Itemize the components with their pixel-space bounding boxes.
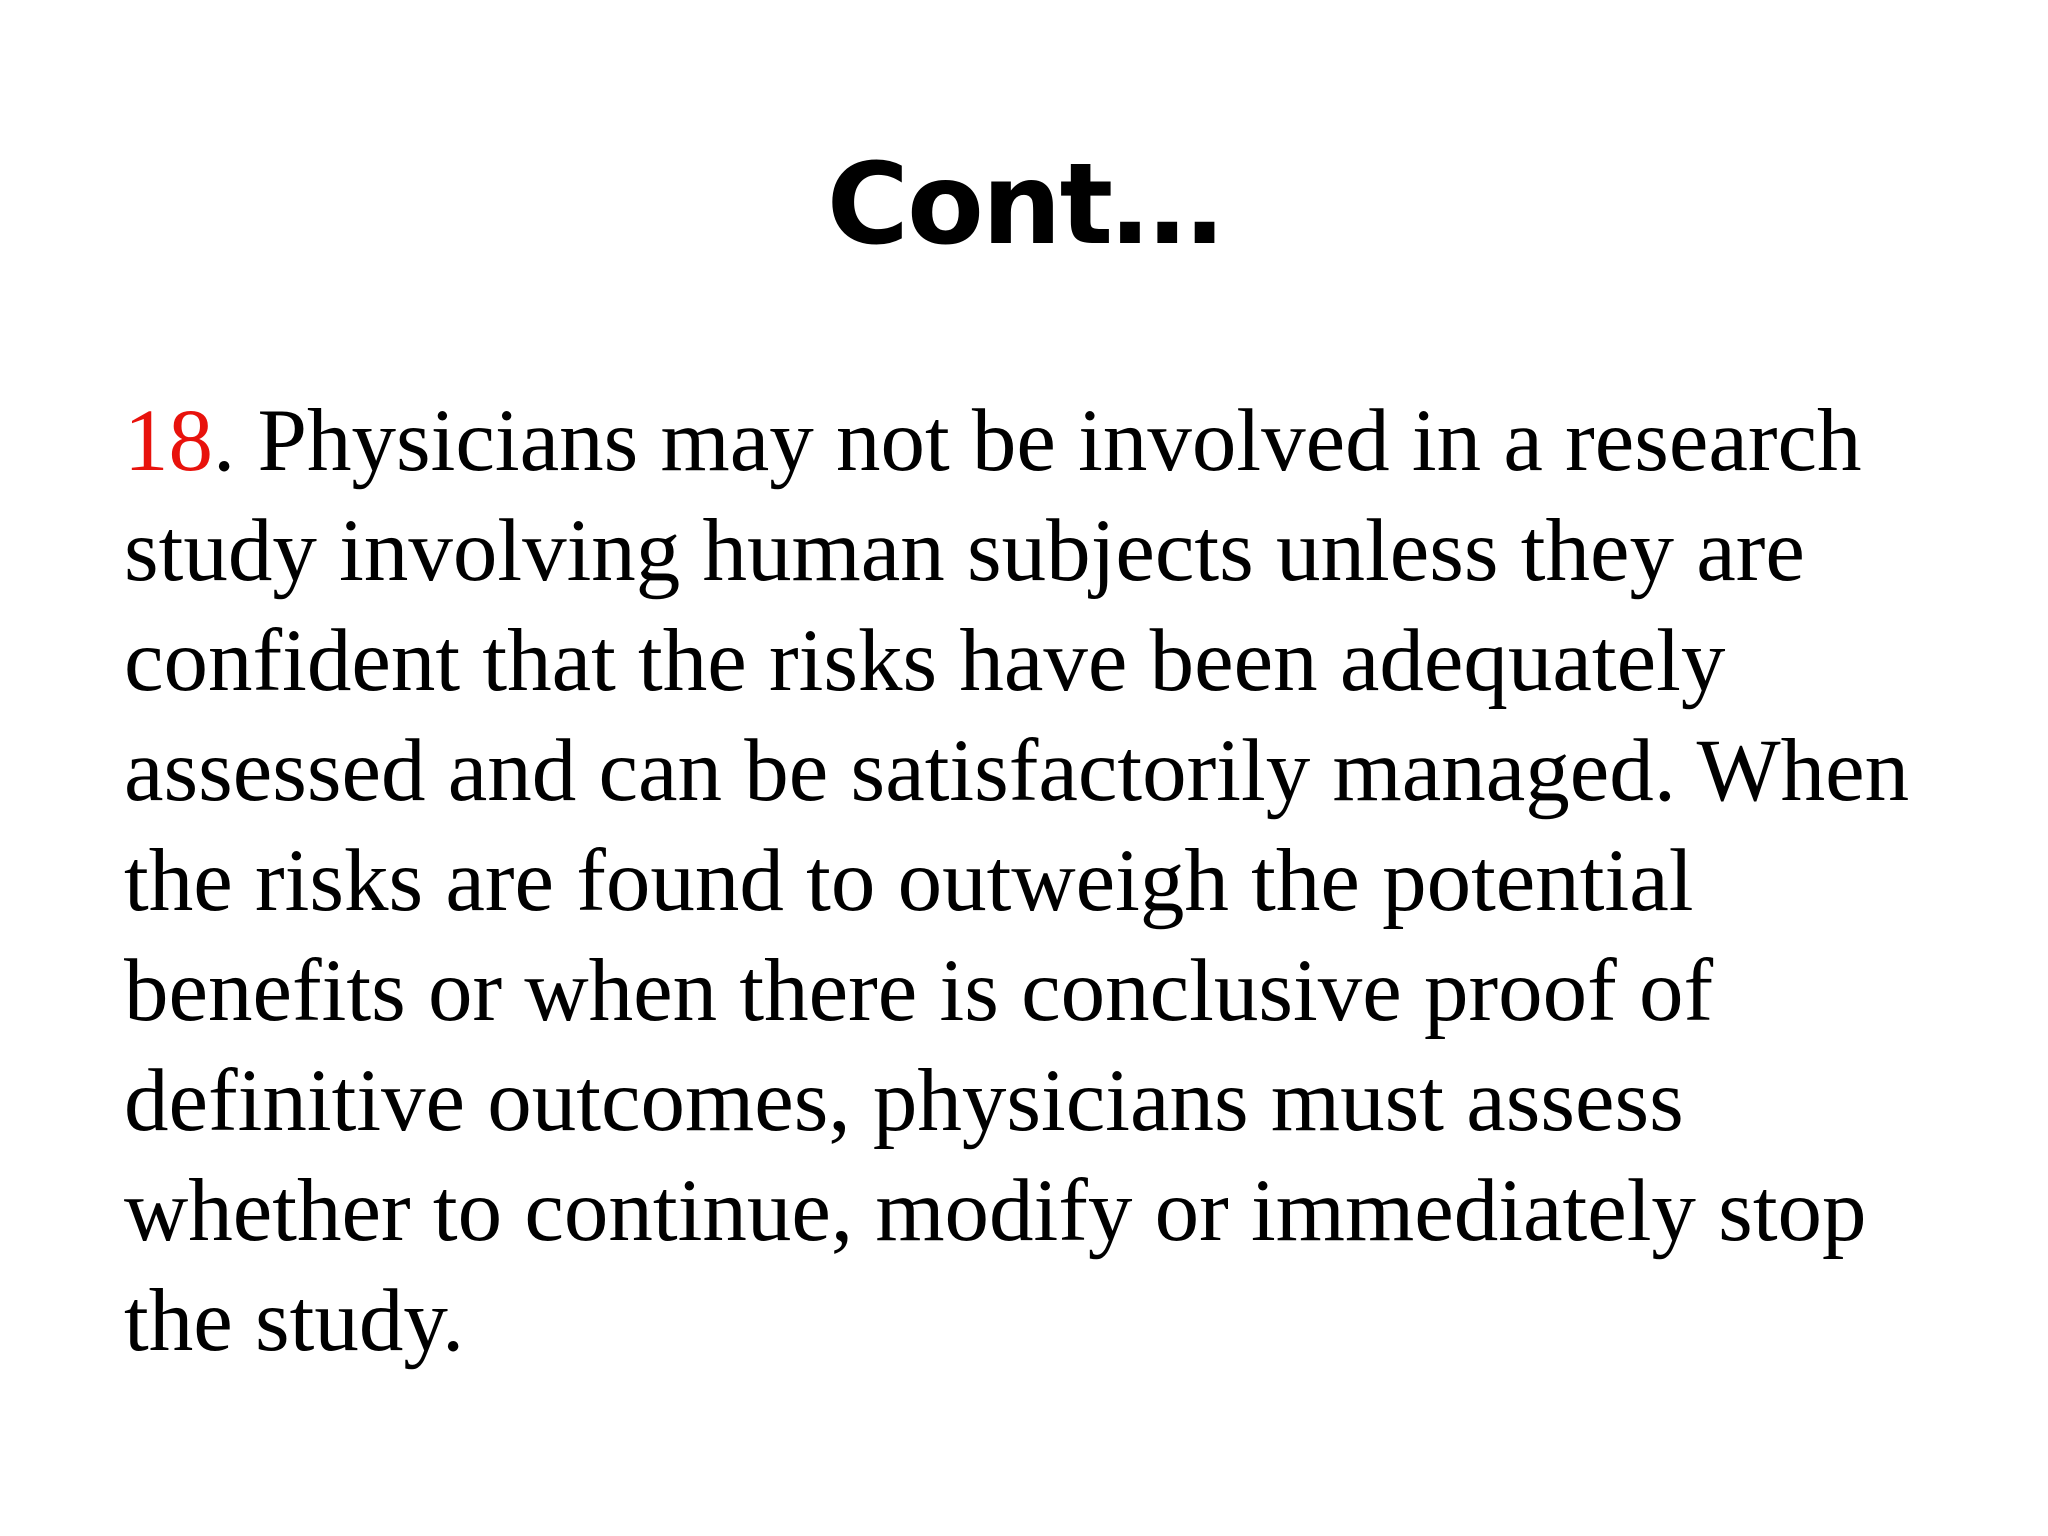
paragraph-text: . Physicians may not be involved in a research study involving human subjects unless they are confident that the risks have been adequately assessed and can be satisfactorily managed. When the risks are found to outweigh the potential benefits or when there is conclusive proof of definitive outcomes, physicians must assess whether to continue, modify or immediately stop the study. (124, 392, 1910, 1370)
body-paragraph (124, 386, 1964, 1376)
paragraph-number: 18 (124, 392, 213, 490)
slide-title: Cont… (826, 140, 1222, 270)
